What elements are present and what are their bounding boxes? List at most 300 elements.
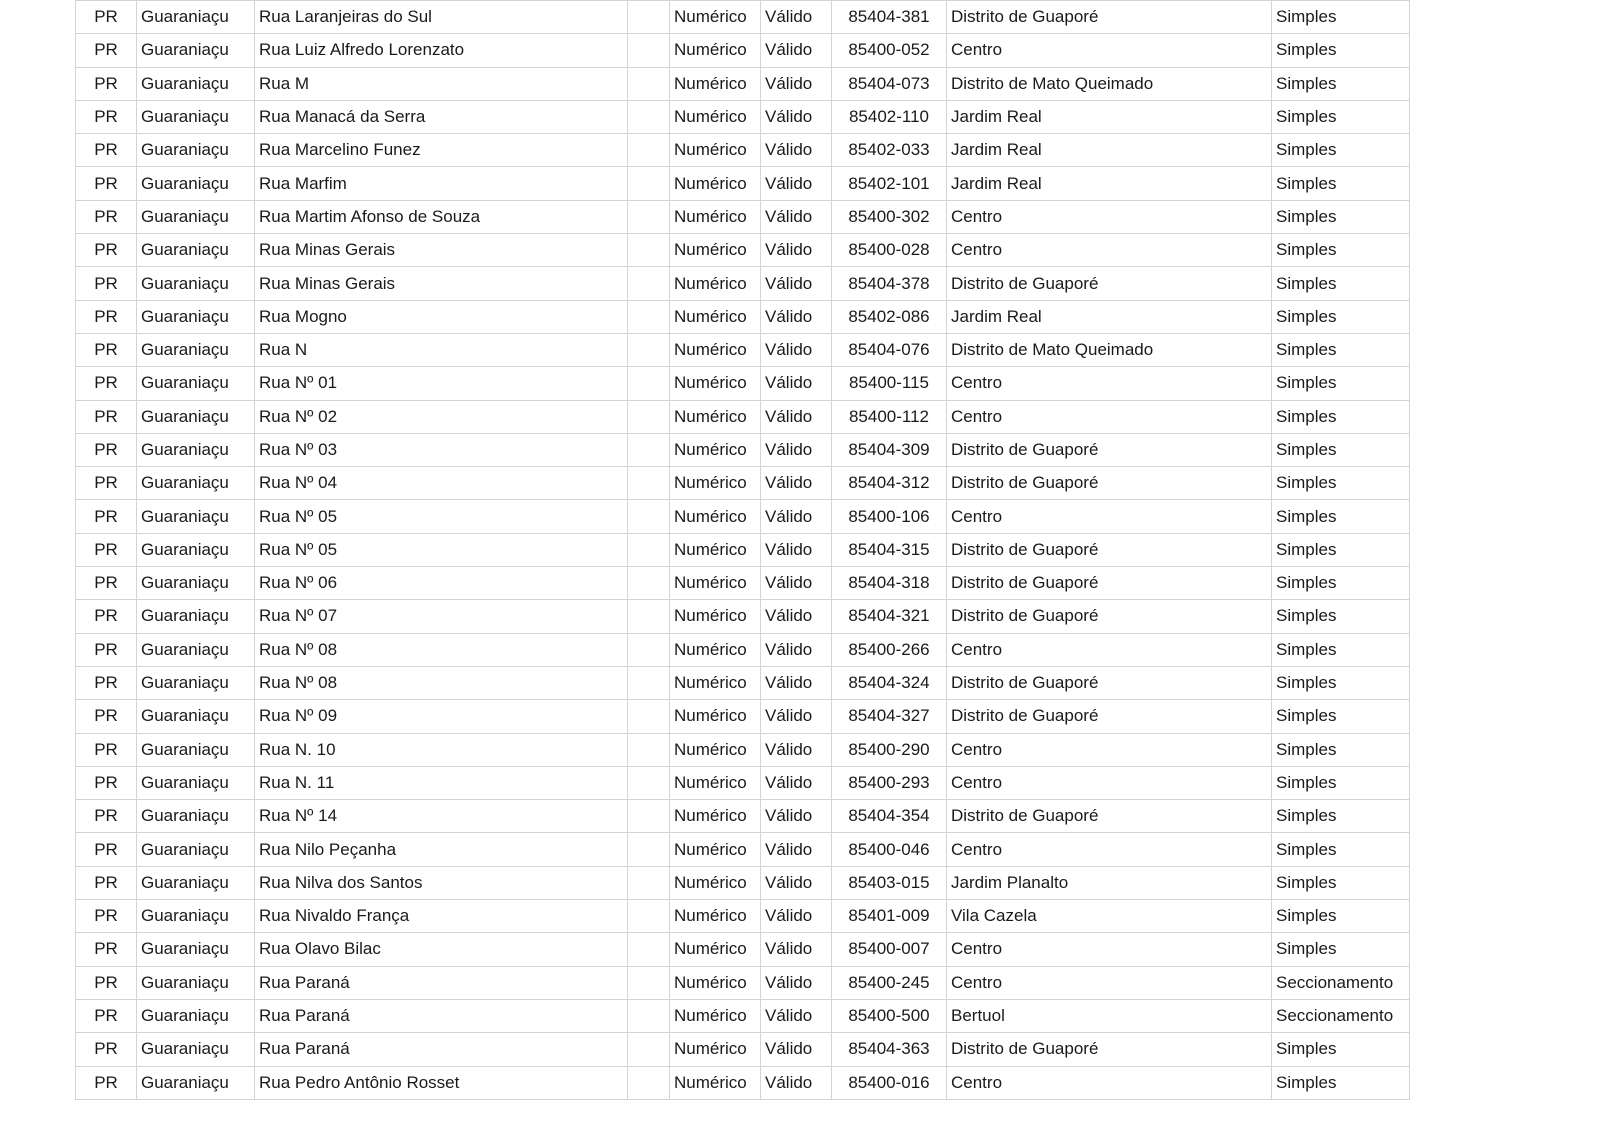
cell-street: Rua Mogno: [255, 300, 628, 333]
cell-type: Numérico: [670, 666, 761, 699]
cell-number: [628, 1, 670, 34]
cell-status: Válido: [761, 500, 832, 533]
cell-status: Válido: [761, 1066, 832, 1099]
cell-city: Guaraniaçu: [137, 966, 255, 999]
cell-uf: PR: [76, 34, 137, 67]
cell-cep: 85400-112: [832, 400, 947, 433]
cell-bairro: Centro: [947, 1066, 1272, 1099]
cell-city: Guaraniaçu: [137, 633, 255, 666]
cell-kind: Simples: [1272, 800, 1410, 833]
cell-status: Válido: [761, 267, 832, 300]
cell-street: Rua Minas Gerais: [255, 234, 628, 267]
cell-street: Rua Nº 07: [255, 600, 628, 633]
cell-type: Numérico: [670, 533, 761, 566]
cell-kind: Seccionamento: [1272, 999, 1410, 1032]
cell-uf: PR: [76, 134, 137, 167]
cell-cep: 85402-033: [832, 134, 947, 167]
cell-type: Numérico: [670, 966, 761, 999]
cell-kind: Simples: [1272, 633, 1410, 666]
cell-uf: PR: [76, 567, 137, 600]
cell-kind: Simples: [1272, 367, 1410, 400]
table-row: [76, 567, 1410, 600]
cell-kind: Simples: [1272, 766, 1410, 799]
cell-type: Numérico: [670, 633, 761, 666]
cell-number: [628, 866, 670, 899]
cell-status: Válido: [761, 900, 832, 933]
cell-street: Rua Paraná: [255, 966, 628, 999]
cell-street: Rua Luiz Alfredo Lorenzato: [255, 34, 628, 67]
cell-bairro: Vila Cazela: [947, 900, 1272, 933]
cell-city: Guaraniaçu: [137, 866, 255, 899]
cell-bairro: Distrito de Mato Queimado: [947, 67, 1272, 100]
cell-cep: 85400-245: [832, 966, 947, 999]
cell-kind: Simples: [1272, 34, 1410, 67]
cell-city: Guaraniaçu: [137, 100, 255, 133]
cell-city: Guaraniaçu: [137, 666, 255, 699]
cell-type: Numérico: [670, 733, 761, 766]
cell-type: Numérico: [670, 267, 761, 300]
table-row: [76, 866, 1410, 899]
table-row: [76, 833, 1410, 866]
cell-number: [628, 600, 670, 633]
cell-city: Guaraniaçu: [137, 700, 255, 733]
cell-status: Válido: [761, 933, 832, 966]
cell-street: Rua Pedro Antônio Rosset: [255, 1066, 628, 1099]
table-row: [76, 333, 1410, 366]
table-row: [76, 234, 1410, 267]
table-row: [76, 1066, 1410, 1099]
cell-number: [628, 833, 670, 866]
cell-uf: PR: [76, 600, 137, 633]
cell-kind: Simples: [1272, 600, 1410, 633]
cell-cep: 85404-073: [832, 67, 947, 100]
cell-uf: PR: [76, 533, 137, 566]
cell-bairro: Jardim Real: [947, 134, 1272, 167]
table-row: [76, 500, 1410, 533]
cell-kind: Simples: [1272, 333, 1410, 366]
cell-uf: PR: [76, 900, 137, 933]
table-row: [76, 67, 1410, 100]
cell-city: Guaraniaçu: [137, 1, 255, 34]
table-row: [76, 533, 1410, 566]
cell-status: Válido: [761, 433, 832, 466]
cell-kind: Simples: [1272, 300, 1410, 333]
table-row: [76, 1, 1410, 34]
cell-cep: 85404-363: [832, 1033, 947, 1066]
cell-bairro: Centro: [947, 367, 1272, 400]
cell-bairro: Distrito de Guaporé: [947, 800, 1272, 833]
cell-number: [628, 633, 670, 666]
cell-type: Numérico: [670, 800, 761, 833]
cell-uf: PR: [76, 300, 137, 333]
cell-number: [628, 433, 670, 466]
cell-type: Numérico: [670, 433, 761, 466]
cell-number: [628, 733, 670, 766]
cell-kind: Simples: [1272, 100, 1410, 133]
cell-type: Numérico: [670, 766, 761, 799]
cell-street: Rua Nº 08: [255, 633, 628, 666]
cell-bairro: Distrito de Mato Queimado: [947, 333, 1272, 366]
cell-status: Válido: [761, 533, 832, 566]
cell-bairro: Distrito de Guaporé: [947, 533, 1272, 566]
cell-uf: PR: [76, 433, 137, 466]
cell-number: [628, 700, 670, 733]
cell-number: [628, 467, 670, 500]
cell-uf: PR: [76, 234, 137, 267]
cell-cep: 85400-046: [832, 833, 947, 866]
cell-status: Válido: [761, 633, 832, 666]
cell-kind: Simples: [1272, 567, 1410, 600]
cell-cep: 85404-381: [832, 1, 947, 34]
cell-kind: Simples: [1272, 666, 1410, 699]
cell-city: Guaraniaçu: [137, 67, 255, 100]
cell-bairro: Centro: [947, 833, 1272, 866]
cell-status: Válido: [761, 833, 832, 866]
cell-cep: 85400-007: [832, 933, 947, 966]
cell-status: Válido: [761, 700, 832, 733]
cell-number: [628, 900, 670, 933]
cell-city: Guaraniaçu: [137, 733, 255, 766]
cell-cep: 85400-290: [832, 733, 947, 766]
cell-cep: 85400-293: [832, 766, 947, 799]
cell-type: Numérico: [670, 500, 761, 533]
cell-type: Numérico: [670, 200, 761, 233]
cell-type: Numérico: [670, 134, 761, 167]
cell-cep: 85402-086: [832, 300, 947, 333]
cell-kind: Simples: [1272, 833, 1410, 866]
cell-cep: 85404-324: [832, 666, 947, 699]
cell-street: Rua M: [255, 67, 628, 100]
cell-kind: Simples: [1272, 1033, 1410, 1066]
cell-status: Válido: [761, 567, 832, 600]
cell-status: Válido: [761, 800, 832, 833]
cell-uf: PR: [76, 67, 137, 100]
cell-street: Rua Nilo Peçanha: [255, 833, 628, 866]
cell-city: Guaraniaçu: [137, 1033, 255, 1066]
cell-cep: 85400-500: [832, 999, 947, 1032]
table-row: [76, 800, 1410, 833]
cell-kind: Simples: [1272, 866, 1410, 899]
cell-city: Guaraniaçu: [137, 500, 255, 533]
cell-kind: Simples: [1272, 67, 1410, 100]
table-row: [76, 600, 1410, 633]
cell-bairro: Centro: [947, 933, 1272, 966]
cell-street: Rua Nº 01: [255, 367, 628, 400]
cell-bairro: Jardim Real: [947, 167, 1272, 200]
cell-street: Rua Nº 05: [255, 533, 628, 566]
cell-cep: 85404-318: [832, 567, 947, 600]
table-body: [76, 1, 1410, 1100]
cell-type: Numérico: [670, 467, 761, 500]
cell-city: Guaraniaçu: [137, 200, 255, 233]
cell-uf: PR: [76, 966, 137, 999]
cell-kind: Simples: [1272, 700, 1410, 733]
cell-number: [628, 34, 670, 67]
cell-cep: 85400-266: [832, 633, 947, 666]
cell-number: [628, 300, 670, 333]
cell-bairro: Centro: [947, 500, 1272, 533]
table-row: [76, 134, 1410, 167]
cell-city: Guaraniaçu: [137, 333, 255, 366]
cell-street: Rua Nº 05: [255, 500, 628, 533]
cell-number: [628, 933, 670, 966]
cell-status: Válido: [761, 733, 832, 766]
cell-city: Guaraniaçu: [137, 567, 255, 600]
cell-city: Guaraniaçu: [137, 933, 255, 966]
cell-street: Rua Martim Afonso de Souza: [255, 200, 628, 233]
cell-type: Numérico: [670, 567, 761, 600]
cell-bairro: Jardim Real: [947, 100, 1272, 133]
cell-street: Rua Nº 09: [255, 700, 628, 733]
cell-kind: Simples: [1272, 167, 1410, 200]
cell-type: Numérico: [670, 300, 761, 333]
cell-type: Numérico: [670, 400, 761, 433]
cell-street: Rua Marcelino Funez: [255, 134, 628, 167]
cell-uf: PR: [76, 833, 137, 866]
table-row: [76, 933, 1410, 966]
cell-number: [628, 367, 670, 400]
cell-cep: 85404-076: [832, 333, 947, 366]
cell-status: Válido: [761, 234, 832, 267]
cell-bairro: Distrito de Guaporé: [947, 267, 1272, 300]
cell-type: Numérico: [670, 367, 761, 400]
cell-status: Válido: [761, 1033, 832, 1066]
cell-status: Válido: [761, 134, 832, 167]
cell-type: Numérico: [670, 833, 761, 866]
cell-street: Rua Manacá da Serra: [255, 100, 628, 133]
cell-type: Numérico: [670, 933, 761, 966]
cell-bairro: Centro: [947, 733, 1272, 766]
cell-city: Guaraniaçu: [137, 367, 255, 400]
cell-street: Rua Marfim: [255, 167, 628, 200]
cell-number: [628, 134, 670, 167]
cell-street: Rua Nº 04: [255, 467, 628, 500]
cell-bairro: Centro: [947, 234, 1272, 267]
cell-number: [628, 100, 670, 133]
cell-bairro: Jardim Real: [947, 300, 1272, 333]
cell-status: Válido: [761, 333, 832, 366]
cell-uf: PR: [76, 333, 137, 366]
cell-bairro: Centro: [947, 966, 1272, 999]
cell-kind: Simples: [1272, 933, 1410, 966]
cell-bairro: Distrito de Guaporé: [947, 1, 1272, 34]
cell-uf: PR: [76, 933, 137, 966]
cell-street: Rua N. 10: [255, 733, 628, 766]
table-row: [76, 200, 1410, 233]
cell-type: Numérico: [670, 67, 761, 100]
cell-kind: Simples: [1272, 234, 1410, 267]
cell-city: Guaraniaçu: [137, 300, 255, 333]
cell-type: Numérico: [670, 999, 761, 1032]
cell-street: Rua N. 11: [255, 766, 628, 799]
cell-cep: 85404-315: [832, 533, 947, 566]
cell-city: Guaraniaçu: [137, 1066, 255, 1099]
cell-city: Guaraniaçu: [137, 833, 255, 866]
cell-street: Rua Olavo Bilac: [255, 933, 628, 966]
table-row: [76, 700, 1410, 733]
cell-kind: Simples: [1272, 733, 1410, 766]
cell-number: [628, 234, 670, 267]
cell-status: Válido: [761, 400, 832, 433]
cell-type: Numérico: [670, 866, 761, 899]
cell-status: Válido: [761, 67, 832, 100]
cell-number: [628, 1066, 670, 1099]
cell-uf: PR: [76, 1033, 137, 1066]
cell-number: [628, 1033, 670, 1066]
cell-street: Rua Nº 08: [255, 666, 628, 699]
cell-cep: 85403-015: [832, 866, 947, 899]
cell-type: Numérico: [670, 100, 761, 133]
table-row: [76, 633, 1410, 666]
cell-number: [628, 766, 670, 799]
cell-number: [628, 167, 670, 200]
cell-cep: 85404-327: [832, 700, 947, 733]
cell-cep: 85401-009: [832, 900, 947, 933]
table-row: [76, 666, 1410, 699]
table-row: [76, 1033, 1410, 1066]
cell-number: [628, 567, 670, 600]
cell-city: Guaraniaçu: [137, 267, 255, 300]
cell-street: Rua Nº 02: [255, 400, 628, 433]
cell-street: Rua Paraná: [255, 999, 628, 1032]
cell-uf: PR: [76, 400, 137, 433]
table-row: [76, 900, 1410, 933]
cell-status: Válido: [761, 966, 832, 999]
table-row: [76, 467, 1410, 500]
cell-type: Numérico: [670, 234, 761, 267]
cell-cep: 85402-110: [832, 100, 947, 133]
cell-kind: Simples: [1272, 500, 1410, 533]
cell-cep: 85404-309: [832, 433, 947, 466]
cell-number: [628, 200, 670, 233]
cell-cep: 85400-106: [832, 500, 947, 533]
cell-status: Válido: [761, 600, 832, 633]
cell-status: Válido: [761, 666, 832, 699]
cell-kind: Simples: [1272, 1066, 1410, 1099]
cell-cep: 85400-115: [832, 367, 947, 400]
cell-type: Numérico: [670, 167, 761, 200]
cell-city: Guaraniaçu: [137, 600, 255, 633]
cell-cep: 85402-101: [832, 167, 947, 200]
cell-bairro: Centro: [947, 200, 1272, 233]
cell-bairro: Centro: [947, 34, 1272, 67]
cell-cep: 85404-321: [832, 600, 947, 633]
cell-uf: PR: [76, 766, 137, 799]
cell-kind: Simples: [1272, 533, 1410, 566]
cell-cep: 85400-052: [832, 34, 947, 67]
cell-city: Guaraniaçu: [137, 400, 255, 433]
cell-bairro: Distrito de Guaporé: [947, 467, 1272, 500]
cell-number: [628, 966, 670, 999]
cell-number: [628, 666, 670, 699]
cell-cep: 85400-302: [832, 200, 947, 233]
cell-status: Válido: [761, 766, 832, 799]
cell-number: [628, 500, 670, 533]
cell-kind: Simples: [1272, 200, 1410, 233]
cell-type: Numérico: [670, 700, 761, 733]
cell-city: Guaraniaçu: [137, 134, 255, 167]
table-row: [76, 966, 1410, 999]
cell-status: Válido: [761, 100, 832, 133]
cell-bairro: Centro: [947, 766, 1272, 799]
cell-city: Guaraniaçu: [137, 999, 255, 1032]
cell-number: [628, 999, 670, 1032]
cell-number: [628, 800, 670, 833]
cell-kind: Simples: [1272, 467, 1410, 500]
cell-city: Guaraniaçu: [137, 34, 255, 67]
cell-street: Rua Paraná: [255, 1033, 628, 1066]
cell-street: Rua Laranjeiras do Sul: [255, 1, 628, 34]
cell-uf: PR: [76, 666, 137, 699]
table-row: [76, 267, 1410, 300]
table-row: [76, 167, 1410, 200]
cell-street: Rua Minas Gerais: [255, 267, 628, 300]
cell-kind: Seccionamento: [1272, 966, 1410, 999]
cell-uf: PR: [76, 467, 137, 500]
cell-uf: PR: [76, 800, 137, 833]
cell-type: Numérico: [670, 1033, 761, 1066]
cell-status: Válido: [761, 200, 832, 233]
cell-city: Guaraniaçu: [137, 467, 255, 500]
cell-bairro: Distrito de Guaporé: [947, 433, 1272, 466]
table-row: [76, 100, 1410, 133]
cell-status: Válido: [761, 367, 832, 400]
cell-city: Guaraniaçu: [137, 433, 255, 466]
cell-uf: PR: [76, 1066, 137, 1099]
cell-street: Rua N: [255, 333, 628, 366]
cell-status: Válido: [761, 167, 832, 200]
cell-kind: Simples: [1272, 400, 1410, 433]
cell-uf: PR: [76, 999, 137, 1032]
table-row: [76, 300, 1410, 333]
cell-street: Rua Nilva dos Santos: [255, 866, 628, 899]
cell-cep: 85404-354: [832, 800, 947, 833]
table-row: [76, 367, 1410, 400]
cell-uf: PR: [76, 1, 137, 34]
cell-kind: Simples: [1272, 134, 1410, 167]
cell-uf: PR: [76, 267, 137, 300]
cell-type: Numérico: [670, 34, 761, 67]
cell-number: [628, 67, 670, 100]
table-row: [76, 766, 1410, 799]
cell-city: Guaraniaçu: [137, 766, 255, 799]
cell-street: Rua Nº 03: [255, 433, 628, 466]
cell-uf: PR: [76, 367, 137, 400]
cell-uf: PR: [76, 167, 137, 200]
cell-cep: 85404-378: [832, 267, 947, 300]
address-table: [75, 0, 1410, 1100]
cell-bairro: Bertuol: [947, 999, 1272, 1032]
cell-bairro: Distrito de Guaporé: [947, 700, 1272, 733]
cell-number: [628, 400, 670, 433]
cell-cep: 85404-312: [832, 467, 947, 500]
cell-uf: PR: [76, 700, 137, 733]
cell-street: Rua Nº 14: [255, 800, 628, 833]
cell-bairro: Centro: [947, 400, 1272, 433]
cell-status: Válido: [761, 467, 832, 500]
cell-status: Válido: [761, 866, 832, 899]
cell-cep: 85400-016: [832, 1066, 947, 1099]
cell-type: Numérico: [670, 333, 761, 366]
cell-status: Válido: [761, 1, 832, 34]
cell-bairro: Distrito de Guaporé: [947, 567, 1272, 600]
cell-city: Guaraniaçu: [137, 900, 255, 933]
cell-city: Guaraniaçu: [137, 234, 255, 267]
cell-uf: PR: [76, 733, 137, 766]
cell-number: [628, 533, 670, 566]
cell-uf: PR: [76, 633, 137, 666]
cell-type: Numérico: [670, 900, 761, 933]
